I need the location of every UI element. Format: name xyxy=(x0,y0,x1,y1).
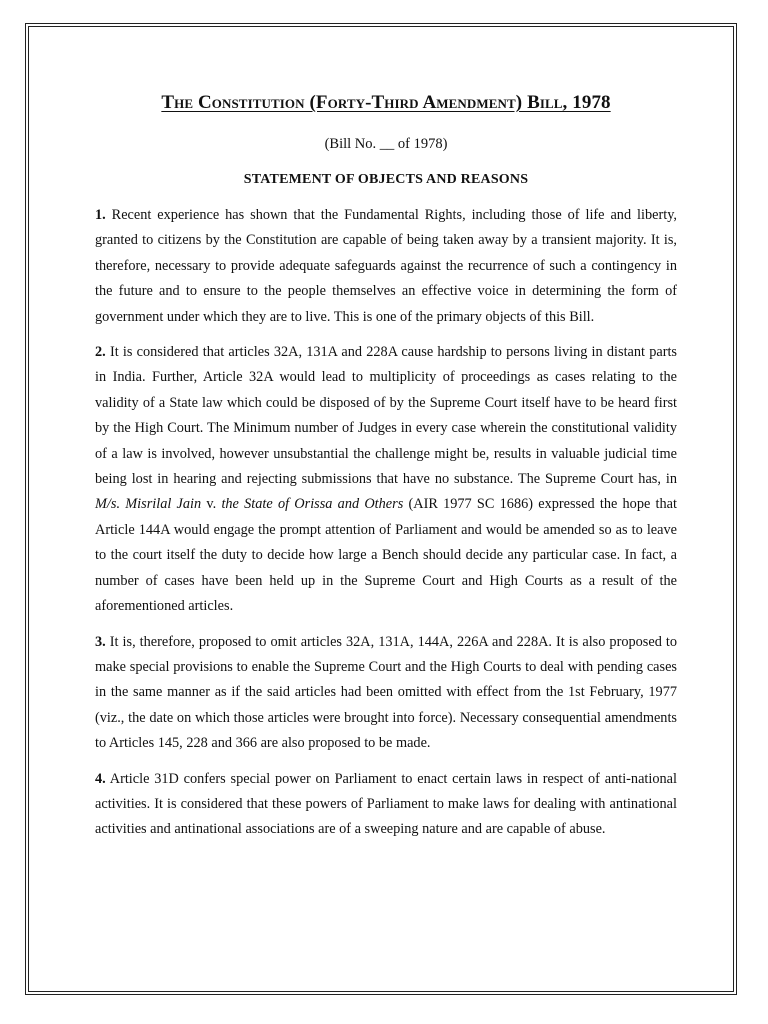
paragraph-text: It is, therefore, proposed to omit articles 32A, 131A, 144A, 226A and 228A. It is also proposed to make special provisions to enable the Supreme Court and the High Courts to deal with pending cases in the same manner as if the said articles had been omitted with effect from the 1st February, 1977 (viz., the date on which those articles were brought into force). Necessary consequential amendments to Articles 145, 228 and 366 are also proposed to be made. xyxy=(95,633,677,752)
paragraph-text: Recent experience has shown that the Fundamental Rights, including those of life and liberty, granted to citizens by the Constitution are capable of being taken away by a transient majority. It is, therefore, necessary to provide adequate safeguards against the recurrence of such a contingency in the future and to ensure to the people themselves an effective voice in determining the form of government under which they are to live. This is one of the primary objects of this Bill. xyxy=(95,207,677,325)
document-title: The Constitution (Forty-Third Amendment) Bill, 1978 xyxy=(161,92,611,113)
case-party-2: the State of Orissa and Others xyxy=(221,496,404,513)
paragraph-number: 2. xyxy=(95,344,106,361)
paragraph-number: 1. xyxy=(95,207,106,223)
bill-number: (Bill No. __ of 1978) xyxy=(324,136,448,152)
page-border xyxy=(25,23,737,995)
case-party-1: M/s. Misrilal Jain xyxy=(95,496,202,513)
versus: v. xyxy=(206,496,217,513)
paragraph-text: Article 31D confers special power on Parliament to enact certain laws in respect of anti-national activities. It is considered that these powers of Parliament to make laws for dealing with antinational activities and antinational associations are of a sweeping nature and are capable of abuse. xyxy=(95,770,677,838)
paragraph-2 xyxy=(95,340,677,619)
paragraph-3 xyxy=(95,630,677,757)
paragraph-1 xyxy=(95,203,677,330)
paragraph-number: 4. xyxy=(95,770,106,787)
section-heading: STATEMENT OF OBJECTS AND REASONS xyxy=(243,172,529,187)
paragraph-4 xyxy=(95,767,677,843)
paragraph-number: 3. xyxy=(95,633,106,650)
paragraph-text: It is considered that articles 32A, 131A and 228A cause hardship to persons living in distant parts in India. Further, Article 32A would lead to multiplicity of proceedings as cases relating to the validity of a State law which could be disposed of by the Supreme Court itself have to be heard first by the High Court. The Minimum number of Judges in every case wherein the constitutional validity of a law is involved, however unsubstantial the challenge might be, results in valuable judicial time being lost in hearing and rejecting submissions that have no substance. The Supreme Court has, in xyxy=(95,344,677,488)
paragraph-text-continued: (AIR 1977 SC 1686) expressed the hope that Article 144A would engage the prompt attention of Parliament and would be amended so as to leave to the court itself the duty to decide how large a Bench should decide any particular case. In fact, a number of cases have been held up in the Supreme Court and High Courts as a result of the aforementioned articles. xyxy=(95,496,677,615)
document-body xyxy=(95,91,677,843)
